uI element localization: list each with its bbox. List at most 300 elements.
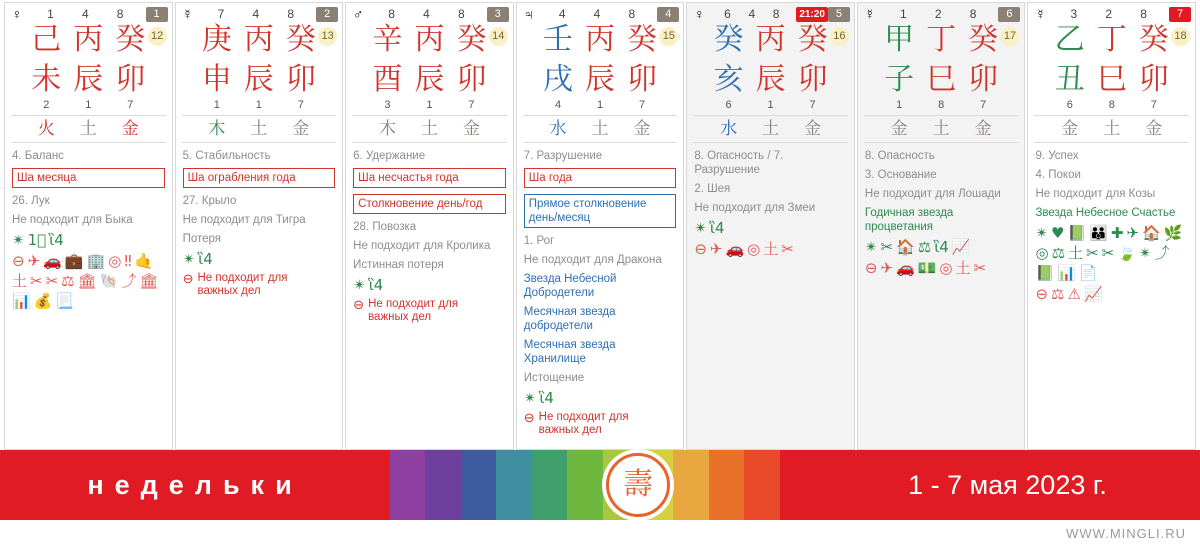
hanzi-glyph: 辰: [243, 62, 274, 97]
star-number: 1: [47, 7, 54, 21]
day-card[interactable]: [4, 2, 173, 450]
star-number: 4: [252, 7, 260, 21]
hanzi-glyph: 戌: [543, 62, 574, 97]
activity-icon: ✂: [30, 272, 43, 290]
favorable-activity-icons: [694, 220, 847, 237]
branch-number: 8: [938, 99, 945, 111]
earthly-branches-row: [858, 63, 1025, 101]
activity-icon: ✴: [694, 219, 707, 237]
card-line: Не подходит для Тигра: [182, 214, 306, 226]
activity-icon: 土: [12, 272, 28, 290]
activity-icon: 💼: [64, 252, 84, 270]
element-glyph: 土: [591, 119, 609, 139]
activity-icon: ◎: [939, 259, 953, 277]
prohibited-icon: ⊖: [523, 410, 535, 425]
hanzi-glyph: 卯: [285, 62, 316, 97]
activity-icon: 🏠: [896, 238, 915, 256]
activity-icon: ✚: [1110, 224, 1124, 242]
banner-stripe: [673, 450, 708, 520]
unfavorable-activity-icons: [12, 253, 165, 310]
activity-icon: ✈: [27, 252, 41, 270]
activity-icon: 📗: [1035, 264, 1055, 282]
card-line: Истощение: [523, 372, 585, 384]
five-elements-row: [517, 119, 684, 139]
activity-icon: 1⃞: [27, 231, 47, 249]
element-glyph: 土: [79, 119, 97, 139]
branch-number: 1: [255, 99, 262, 111]
unsuitable-note: [353, 298, 506, 324]
five-elements-row: [687, 119, 854, 139]
star-number: 4: [558, 7, 566, 21]
star-number: 8: [457, 7, 465, 21]
card-text-block: [346, 149, 513, 330]
flying-star-numbers: [537, 7, 658, 21]
card-line: 26. Лук: [12, 195, 50, 207]
activity-icon: ⊖: [1035, 285, 1049, 303]
activity-icon: 🏛: [139, 272, 159, 290]
hanzi-glyph: 癸: [285, 22, 316, 57]
activity-icon: 👪: [1089, 224, 1108, 242]
activity-icon: ✂: [973, 259, 987, 277]
star-number: 4: [748, 7, 756, 21]
element-glyph: 金: [633, 119, 651, 139]
unsuitable-text: Не подходит для важных дел: [197, 272, 288, 297]
planet-icon: ♃: [523, 6, 534, 22]
star-number: 1: [899, 7, 907, 21]
activity-icon: 🍃: [1117, 244, 1136, 262]
hanzi-glyph: 壬: [543, 22, 574, 57]
activity-icon: ✂: [45, 272, 59, 290]
planet-icon: ☿: [1035, 6, 1046, 22]
activity-icon: 📊: [1057, 264, 1076, 282]
branch-number: 7: [297, 99, 304, 111]
footer: [0, 520, 1200, 555]
card-top-row: [687, 3, 854, 23]
divider: [693, 142, 848, 143]
earthly-branches-row: [1028, 63, 1195, 101]
element-glyph: 金: [1061, 119, 1079, 139]
element-glyph: 土: [1103, 119, 1121, 139]
banner-stripe: [496, 450, 531, 520]
favorable-activity-icons: [12, 232, 165, 249]
card-line: 28. Повозка: [353, 221, 417, 233]
card-top-row: [1028, 3, 1195, 23]
hanzi-glyph: 癸: [1138, 22, 1169, 57]
card-text-block: [687, 149, 854, 268]
hanzi-glyph: 丙: [585, 22, 616, 57]
activity-icon: ✴: [1138, 244, 1152, 262]
flying-star-numbers: [196, 7, 317, 21]
flying-star-numbers: [878, 7, 999, 21]
activity-icon: ✂: [880, 238, 894, 256]
element-glyph: 金: [890, 119, 908, 139]
card-line: Звезда Небесное Счастье: [1035, 207, 1176, 219]
hanzi-glyph: 卯: [1138, 62, 1169, 97]
heavenly-stems-row: [176, 23, 343, 63]
activity-icon: 📈: [1083, 285, 1103, 303]
activity-icon: 🚗: [896, 259, 915, 277]
unfavorable-activity-icons: [1035, 286, 1188, 303]
hanzi-glyph: 甲: [884, 22, 915, 57]
day-number-badge: 1: [146, 7, 168, 22]
day-card[interactable]: [175, 2, 344, 450]
activity-icon: 🏛: [77, 272, 97, 290]
heavenly-stems-row: [517, 23, 684, 63]
flying-star-numbers: [1048, 7, 1169, 21]
activity-icon: ✈: [709, 240, 723, 258]
branch-number: 2: [43, 99, 50, 111]
branch-number: 1: [426, 99, 433, 111]
element-glyph: 土: [420, 119, 438, 139]
activity-icon: ⚖: [1051, 285, 1065, 303]
day-number-badge: 6: [998, 7, 1020, 22]
divider: [1034, 142, 1189, 143]
lunar-day-circle: 16: [830, 27, 849, 46]
branch-number: 1: [596, 99, 604, 111]
card-line: 7. Разрушение: [523, 150, 603, 162]
day-number-badge: 2: [316, 7, 338, 22]
activity-icon: ◎: [747, 240, 761, 258]
activity-icon: ✴: [182, 250, 196, 268]
activity-icon: ⊖: [864, 259, 878, 277]
earthly-branches-row: [687, 63, 854, 101]
warning-box: Ша года: [524, 168, 677, 188]
activity-icon: 🏢: [86, 252, 106, 270]
card-text-block: [5, 149, 172, 320]
activity-icon: ✂: [1086, 244, 1099, 262]
day-card[interactable]: [516, 2, 685, 450]
activity-icon: 🏠: [1142, 224, 1161, 242]
hanzi-glyph: 巳: [1096, 62, 1127, 97]
activity-icon: ✈: [880, 259, 894, 277]
card-line: Не подходит для Козы: [1035, 188, 1156, 200]
day-number-badge: 3: [487, 7, 509, 22]
divider: [1034, 115, 1189, 116]
card-top-row: [858, 3, 1025, 23]
flying-star-numbers: [366, 7, 487, 21]
planet-icon: ☿: [864, 6, 876, 22]
earthly-branches-row: [176, 63, 343, 101]
card-line: 5. Стабильность: [182, 150, 271, 162]
day-card[interactable]: [857, 2, 1026, 450]
hanzi-glyph: 癸: [968, 22, 999, 57]
hanzi-glyph: 丑: [1054, 62, 1085, 97]
flying-star-numbers: [707, 7, 796, 21]
card-line: 3. Основание: [864, 169, 937, 181]
divider: [182, 115, 337, 116]
branch-number: 7: [809, 99, 816, 111]
branch-number: 8: [1108, 99, 1115, 111]
hanzi-glyph: 癸: [713, 22, 744, 57]
warning-box: Столкновение день/год: [353, 194, 506, 214]
warning-box: Ша несчастья года: [353, 168, 506, 188]
time-badge: 21:20: [796, 7, 828, 22]
planet-icon: ♀: [11, 6, 23, 22]
card-line: 1. Рог: [523, 235, 555, 247]
divider: [864, 142, 1019, 143]
divider: [523, 142, 678, 143]
activity-icon: ✴: [864, 238, 878, 256]
longevity-symbol: 壽: [606, 453, 670, 517]
activity-icon: 📃: [55, 292, 75, 310]
hanzi-glyph: 乙: [1054, 22, 1085, 57]
activity-icon: 🚗: [43, 252, 62, 270]
hanzi-glyph: 卯: [797, 62, 828, 97]
hanzi-glyph: 辰: [585, 62, 616, 97]
day-card[interactable]: [686, 2, 855, 450]
element-glyph: 金: [292, 119, 310, 139]
divider: [11, 115, 166, 116]
activity-icon: ✴: [12, 231, 25, 249]
divider: [11, 142, 166, 143]
day-number-badge: 5: [828, 7, 850, 22]
activity-icon: ✴: [1035, 224, 1049, 242]
element-glyph: 火: [37, 119, 55, 139]
activity-icon: ✴: [353, 276, 366, 294]
planet-icon: ♀: [694, 6, 705, 22]
divider: [693, 115, 848, 116]
hanzi-glyph: 未: [31, 62, 62, 97]
card-line: Истинная потеря: [353, 259, 444, 271]
hanzi-glyph: 卯: [968, 62, 999, 97]
card-text-block: [1028, 149, 1195, 313]
element-glyph: 金: [974, 119, 992, 139]
unsuitable-note: [524, 411, 677, 437]
day-number-badge: 7: [1169, 7, 1191, 22]
unsuitable-text: Не подходит для важных дел: [368, 298, 459, 323]
branch-number: 1: [896, 99, 903, 111]
activity-icon: ἳ4: [539, 389, 554, 407]
card-line: Месячная звезда Хранилище: [523, 339, 616, 365]
five-elements-row: [346, 119, 513, 139]
hanzi-glyph: 辰: [73, 62, 104, 97]
card-line: Потеря: [182, 233, 222, 245]
activity-icon: ✈: [1126, 224, 1140, 242]
branch-number: 3: [384, 99, 391, 111]
star-number: 6: [724, 7, 731, 21]
hanzi-glyph: 卯: [456, 62, 487, 97]
hanzi-glyph: 癸: [456, 22, 487, 57]
lunar-day-circle: 13: [318, 27, 337, 46]
card-line: Не подходит для Лошади: [864, 188, 1001, 200]
earthly-branches-row: [346, 63, 513, 101]
heavenly-stems-row: [346, 23, 513, 63]
hanzi-glyph: 酉: [372, 62, 403, 97]
card-line: 8. Опасность: [864, 150, 935, 162]
warning-box: Ша ограбления года: [183, 168, 336, 188]
star-number: 2: [1105, 7, 1113, 21]
hanzi-glyph: 卯: [627, 62, 658, 97]
element-glyph: 土: [250, 119, 268, 139]
star-number: 4: [81, 7, 89, 21]
branch-number: 7: [980, 99, 987, 111]
favorable-activity-icons: [1035, 225, 1188, 282]
banner-stripe: [780, 450, 815, 520]
planet-icon: ☿: [182, 6, 193, 22]
hanzi-glyph: 丙: [73, 22, 104, 57]
activity-icon: ⚖: [61, 272, 75, 290]
activity-icon: 📗: [1067, 224, 1087, 242]
star-number: 2: [934, 7, 942, 21]
info-box: Прямое столкновение день/месяц: [524, 194, 677, 228]
activity-icon: ἳ4: [368, 276, 384, 294]
branch-number: 1: [767, 99, 774, 111]
star-number: 4: [423, 7, 430, 21]
star-number: 8: [116, 7, 124, 21]
activity-icon: ἳ4: [934, 238, 949, 256]
bottom-banner: [0, 450, 1200, 520]
card-line: Годичная звезда процветания: [864, 207, 954, 233]
branch-number: 7: [127, 99, 134, 111]
banner-stripe: [425, 450, 460, 520]
activity-icon: 💰: [33, 292, 53, 310]
element-glyph: 金: [121, 119, 139, 139]
card-line: 6. Удержание: [353, 150, 426, 162]
element-glyph: 土: [932, 119, 950, 139]
lunar-day-circle: 18: [1171, 27, 1190, 46]
hanzi-glyph: 己: [31, 22, 62, 57]
card-line: 4. Баланс: [12, 150, 64, 162]
element-glyph: 金: [1145, 119, 1163, 139]
day-card[interactable]: [345, 2, 514, 450]
banner-stripe: [709, 450, 744, 520]
card-line: Звезда Небесной Добродетели: [523, 273, 617, 299]
lunar-day-circle: 12: [148, 27, 167, 46]
card-text-block: [176, 149, 343, 304]
divider: [352, 115, 507, 116]
hanzi-glyph: 丁: [1096, 22, 1127, 57]
hanzi-glyph: 辰: [414, 62, 445, 97]
activity-icon: ἳ4: [49, 231, 64, 249]
banner-title: недельки: [87, 469, 303, 500]
branch-number: 6: [725, 99, 732, 111]
activity-icon: ✂: [781, 240, 794, 258]
divider: [352, 142, 507, 143]
earthly-branches-row: [517, 63, 684, 101]
activity-icon: ἳ4: [709, 219, 725, 237]
activity-icon: 📄: [1078, 264, 1098, 282]
activity-icon: ✂: [1101, 244, 1115, 262]
banner-stripe: [567, 450, 602, 520]
activity-icon: ✴: [523, 389, 537, 407]
divider: [523, 115, 678, 116]
card-line: Не подходит для Змеи: [694, 202, 816, 214]
hanzi-glyph: 辛: [372, 22, 403, 57]
card-top-row: [176, 3, 343, 23]
activity-icon: ⤴: [121, 272, 137, 290]
heavenly-stems-row: [687, 23, 854, 63]
banner-stripe: [461, 450, 496, 520]
card-line: Месячная звезда добродетели: [523, 306, 616, 332]
hanzi-glyph: 卯: [115, 62, 146, 97]
activity-icon: ⚠: [1067, 285, 1081, 303]
branch-number: 7: [1150, 99, 1157, 111]
unfavorable-activity-icons: [694, 241, 847, 258]
medal-emblem: [602, 449, 674, 521]
heavenly-stems-row: [5, 23, 172, 63]
element-glyph: 土: [762, 119, 780, 139]
branch-number: 6: [1066, 99, 1073, 111]
card-line: 2. Шея: [694, 183, 731, 195]
element-glyph: 金: [804, 119, 822, 139]
activity-icon: ⚖: [1051, 244, 1066, 262]
card-line: 27. Крыло: [182, 195, 237, 207]
card-text-block: [517, 149, 684, 443]
day-number-badge: 4: [657, 7, 679, 22]
divider: [182, 142, 337, 143]
activity-icon: ◎: [1035, 244, 1049, 262]
hanzi-glyph: 子: [884, 62, 915, 97]
branch-number: 1: [85, 99, 92, 111]
element-glyph: 木: [378, 119, 396, 139]
hanzi-glyph: 庚: [201, 22, 232, 57]
activity-icon: 📈: [951, 238, 971, 256]
day-card[interactable]: [1027, 2, 1196, 450]
prohibited-icon: ⊖: [353, 297, 365, 312]
card-line: Не подходит для Дракона: [523, 254, 662, 266]
divider: [864, 115, 1019, 116]
card-line: 8. Опасность / 7. Разрушение: [694, 150, 784, 176]
planet-icon: ♂: [352, 6, 364, 22]
hanzi-glyph: 辰: [755, 62, 786, 97]
favorable-activity-icons: [524, 390, 677, 407]
star-number: 8: [772, 7, 780, 21]
hanzi-glyph: 癸: [115, 22, 146, 57]
activity-icon: 🚗: [725, 240, 745, 258]
favorable-activity-icons: [865, 239, 1018, 256]
star-number: 7: [217, 7, 225, 21]
activity-icon: ⤴: [1154, 244, 1170, 262]
five-elements-row: [858, 119, 1025, 139]
element-glyph: 水: [549, 119, 567, 139]
hanzi-glyph: 巳: [926, 62, 957, 97]
warning-box: Ша месяца: [12, 168, 165, 188]
card-top-row: [5, 3, 172, 23]
favorable-activity-icons: [353, 277, 506, 294]
activity-icon: 土: [1068, 244, 1084, 262]
banner-stripe: [390, 450, 425, 520]
element-glyph: 木: [208, 119, 226, 139]
unsuitable-note: [183, 272, 336, 298]
hanzi-glyph: 申: [201, 62, 232, 97]
activity-icon: 土: [955, 259, 971, 277]
hanzi-glyph: 丙: [755, 22, 786, 57]
unsuitable-text: Не подходит для важных дел: [538, 411, 629, 436]
activity-icon: 🤙: [134, 252, 154, 270]
earthly-branches-row: [5, 63, 172, 101]
branch-number: 7: [638, 99, 646, 111]
card-line: 9. Успех: [1035, 150, 1079, 162]
star-number: 8: [287, 7, 295, 21]
card-line: 4. Покои: [1035, 169, 1081, 181]
branch-number: 1: [213, 99, 220, 111]
card-line: Не подходит для Кролика: [353, 240, 491, 252]
star-number: 8: [1140, 7, 1147, 21]
branch-number: 7: [468, 99, 475, 111]
element-glyph: 水: [720, 119, 738, 139]
activity-icon: ⚖: [917, 238, 932, 256]
activity-icon: 💵: [917, 259, 937, 277]
favorable-activity-icons: [183, 251, 336, 268]
hanzi-glyph: 癸: [797, 22, 828, 57]
hanzi-glyph: 丙: [243, 22, 274, 57]
activity-icon: ⊖: [694, 240, 707, 258]
prohibited-icon: ⊖: [182, 271, 194, 286]
element-glyph: 金: [462, 119, 480, 139]
five-elements-row: [5, 119, 172, 139]
card-line: Не подходит для Быка: [12, 214, 133, 226]
activity-icon: ‼: [124, 252, 132, 270]
